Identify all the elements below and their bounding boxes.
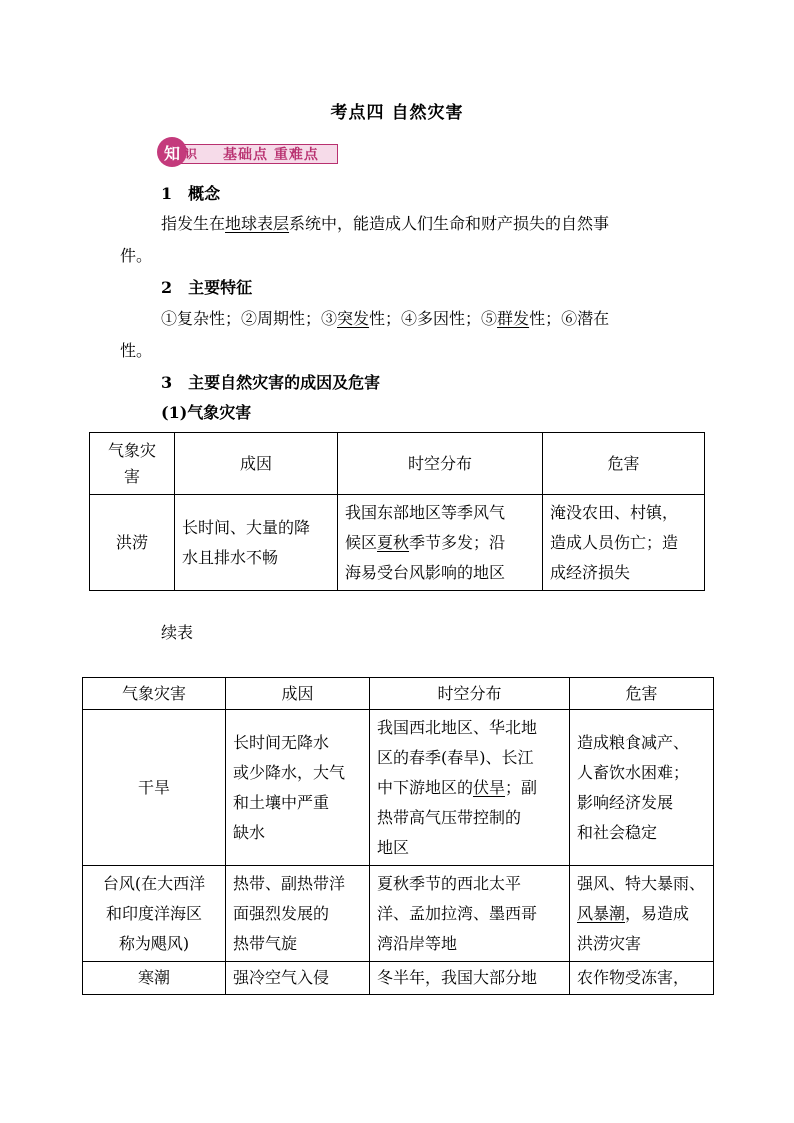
header-cell: 危害 <box>543 433 705 495</box>
cell-line <box>377 773 562 803</box>
cell-cause <box>175 495 338 591</box>
page-title: 考点四 自然灾害 <box>330 103 464 123</box>
cell-line: 和土壤中严重 <box>233 792 330 812</box>
cell-line: 长时间无降水 <box>233 732 330 752</box>
cell-line <box>577 899 706 929</box>
header-cell: 气象灾害 <box>83 678 226 710</box>
cell-distribution <box>338 495 543 591</box>
table-header-row <box>90 433 705 495</box>
cell-harm <box>543 495 705 591</box>
underlined-text: 地球表层 <box>225 214 290 233</box>
underlined-text: 群发 <box>497 309 530 328</box>
features-line-2: 性。 <box>120 341 153 360</box>
cell-line: 害 <box>123 466 140 486</box>
cell-harm: 农作物受冻害， <box>570 962 714 995</box>
heading-concept: 1 概念 <box>161 184 221 203</box>
cell-line: 和印度洋海区 <box>105 903 202 923</box>
cell-line: 长时间、大量的降 <box>182 517 311 537</box>
cell-line: 海易受台风影响的地区 <box>345 562 506 582</box>
cell-line <box>345 528 535 558</box>
table-header-row <box>83 678 714 710</box>
underlined-text: 夏秋 <box>377 532 410 552</box>
cell-line: 热带气旋 <box>233 933 298 953</box>
text: 性；⑥潜在 <box>529 309 610 328</box>
text: 性；④多因性；⑤ <box>369 309 498 328</box>
concept-line-1 <box>161 214 609 234</box>
text: 季节多发；沿 <box>409 532 506 552</box>
cell-line: 湾沿岸等地 <box>377 933 458 953</box>
heading-features: 2 主要特征 <box>161 278 253 297</box>
cell-line: 造成人员伤亡；造 <box>550 532 679 552</box>
cell-name: 干旱 <box>83 710 226 866</box>
underlined-text: 伏旱 <box>473 777 506 797</box>
banner-badge-icon: 知 <box>157 137 187 167</box>
cell-line: 台风(在大西洋 <box>102 873 206 893</box>
cell-line: 区的春季(春旱)、长江 <box>377 747 534 767</box>
section-banner <box>157 137 339 167</box>
cell-harm <box>570 866 714 962</box>
cell-harm <box>570 710 714 866</box>
cell-line: 水且排水不畅 <box>182 547 279 567</box>
cell-line: 和社会稳定 <box>577 822 658 842</box>
cell-line: 成经济损失 <box>550 562 631 582</box>
table-row <box>90 495 705 591</box>
cell-line: 面强烈发展的 <box>233 903 330 923</box>
cell-line: 强风、特大暴雨、 <box>577 873 706 893</box>
text: 指发生在 <box>161 214 226 233</box>
header-cell: 成因 <box>175 433 338 495</box>
header-cell: 时空分布 <box>338 433 543 495</box>
cell-line: 热带、副热带洋 <box>233 873 346 893</box>
cell-line: 缺水 <box>233 822 266 842</box>
cell-line: 我国东部地区等季风气 <box>345 502 506 522</box>
banner-label: 基础点 重难点 <box>223 147 319 163</box>
cell-line: 影响经济发展 <box>577 792 674 812</box>
cell-line: 热带高气压带控制的 <box>377 807 522 827</box>
subheading-meteorological: (1)气象灾害 <box>161 403 252 422</box>
cell-name <box>83 866 226 962</box>
table-row <box>83 710 714 866</box>
header-cell: 时空分布 <box>370 678 570 710</box>
header-cell <box>90 433 175 495</box>
cell-line: 夏秋季节的西北太平 <box>377 873 522 893</box>
table-meteorological <box>89 432 705 591</box>
table-row <box>83 866 714 962</box>
cell-cause <box>226 710 370 866</box>
cell-distribution <box>370 710 570 866</box>
cell-line: 洋、孟加拉湾、墨西哥 <box>377 903 538 923</box>
cell-distribution: 冬半年，我国大部分地 <box>370 962 570 995</box>
continued-label: 续表 <box>161 623 194 642</box>
banner-badge-small: 识 <box>185 147 198 161</box>
table-row <box>83 962 714 995</box>
cell-line: 造成粮食减产、 <box>577 732 690 752</box>
text: ，易造成 <box>625 903 690 923</box>
underlined-text: 风暴潮 <box>577 903 626 923</box>
cell-line: 洪涝灾害 <box>577 933 642 953</box>
cell-name: 寒潮 <box>83 962 226 995</box>
text: 系统中，能造成人们生命和财产损失的自然事 <box>289 214 610 233</box>
features-line-1 <box>161 309 609 329</box>
header-cell: 危害 <box>570 678 714 710</box>
cell-line: 地区 <box>377 837 410 857</box>
heading-disasters: 3 主要自然灾害的成因及危害 <box>161 373 381 392</box>
text: ①复杂性；②周期性；③ <box>161 309 338 328</box>
table-continued <box>82 677 714 995</box>
text: ；副 <box>505 777 538 797</box>
text: 中下游地区的 <box>377 777 474 797</box>
cell-name: 洪涝 <box>90 495 175 591</box>
header-cell: 成因 <box>226 678 370 710</box>
cell-line: 人畜饮水困难； <box>577 762 690 782</box>
underlined-text: 突发 <box>337 309 370 328</box>
cell-line: 称为飓风) <box>118 933 190 953</box>
text: 候区 <box>345 532 378 552</box>
cell-line: 我国西北地区、华北地 <box>377 717 538 737</box>
cell-line: 淹没农田、村镇， <box>550 502 679 522</box>
cell-cause <box>226 866 370 962</box>
cell-cause: 强冷空气入侵 <box>226 962 370 995</box>
concept-line-2: 件。 <box>120 246 153 265</box>
cell-distribution <box>370 866 570 962</box>
cell-line: 或少降水，大气 <box>233 762 346 782</box>
cell-line: 气象灾 <box>107 440 156 460</box>
